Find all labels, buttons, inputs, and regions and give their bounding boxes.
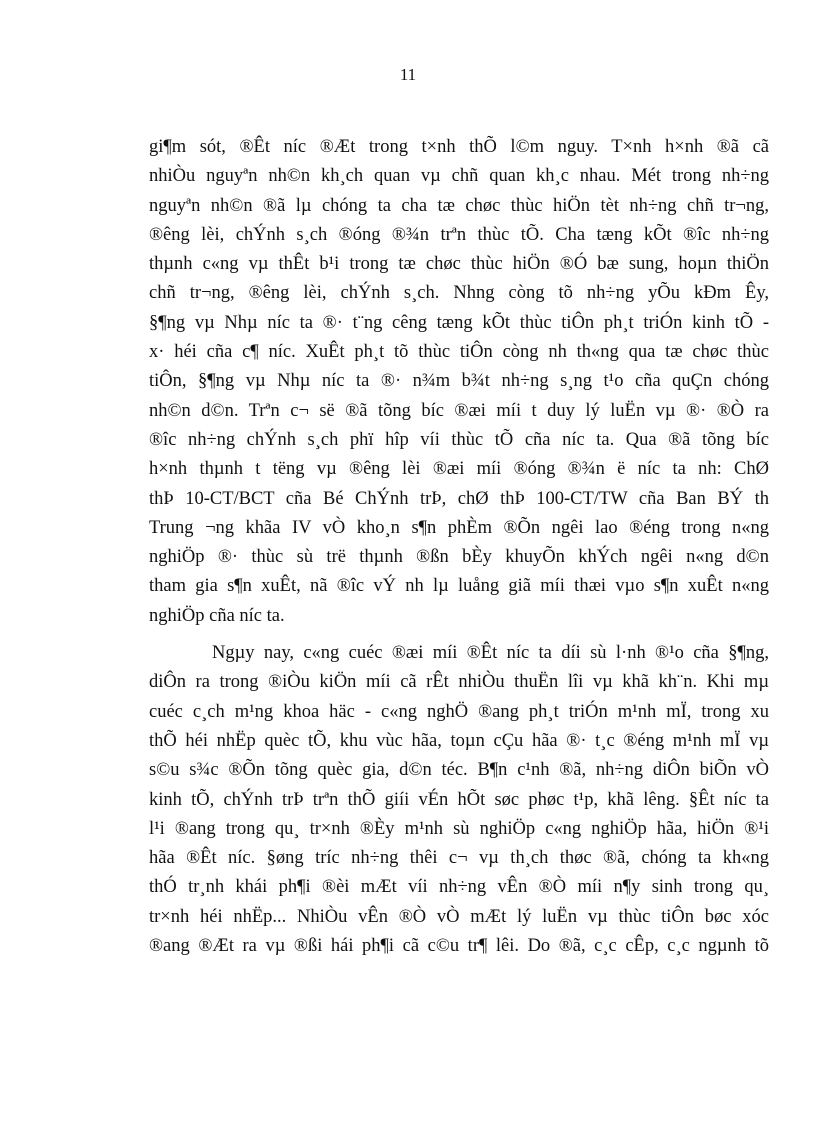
- text-line: chñ tr¬ng, ®êng lèi, chÝnh s¸ch. Nhng còng tõ nh÷ng yÕu kÐm Êy,: [149, 283, 769, 304]
- paragraph-2: [149, 639, 769, 961]
- paragraph-1: [149, 133, 769, 631]
- text-line: nhiÒu nguyªn nh©n kh¸ch quan vµ chñ quan kh¸c nhau. Mét trong nh÷ng: [149, 166, 769, 187]
- text-line: diÔn ra trong ®iÒu kiÖn míi cã rÊt nhiÒu thuËn lîi vµ khã kh¨n. Khi mµ: [149, 672, 769, 693]
- text-line: h×nh thµnh t tëng vµ ®êng lèi ®æi míi ®óng ®¾n ë níc ta nh: ChØ: [149, 459, 769, 480]
- text-line: l¹i ®ang trong qu¸ tr×nh ®Èy m¹nh sù nghiÖp c«ng nghiÖp hãa, hiÖn ®¹i: [149, 818, 769, 839]
- text-line: nghiÖp cña níc ta.: [149, 605, 285, 626]
- text-line: thÓ tr¸nh khái ph¶i ®èi mÆt víi nh÷ng vÊn ®Ò míi n¶y sinh trong qu¸: [149, 877, 769, 898]
- text-line: tiÔn, §¶ng vµ Nhµ níc ta ®· n¾m b¾t nh÷ng s¸ng t¹o cña quÇn chóng: [149, 371, 769, 392]
- text-line: Ngµy nay, c«ng cuéc ®æi míi ®Êt níc ta díi sù l·nh ®¹o cña §¶ng,: [212, 643, 769, 664]
- text-line: x· héi cña c¶ níc. XuÊt ph¸t tõ thùc tiÔn còng nh th«ng qua tæ chøc thùc: [149, 342, 769, 363]
- text-line: thÕ héi nhËp quèc tÕ, khu vùc hãa, toµn cÇu hãa ®· t¸c ®éng m¹nh mÏ vµ: [149, 730, 769, 751]
- text-line: nguyªn nh©n ®ã lµ chóng ta cha tæ chøc thùc hiÖn tèt nh÷ng chñ tr¬ng,: [149, 195, 769, 216]
- text-line: hãa ®Êt níc. §øng tríc nh÷ng thêi c¬ vµ th¸ch thøc ®ã, chóng ta kh«ng: [149, 848, 769, 869]
- text-line: tr×nh héi nhËp... NhiÒu vÊn ®Ò vÒ mÆt lý luËn vµ thùc tiÔn bøc xóc: [149, 906, 769, 927]
- body-text: [149, 133, 769, 961]
- text-line: s©u s¾c ®Õn tõng quèc gia, d©n téc. B¶n c¹nh ®ã, nh÷ng diÔn biÕn vÒ: [149, 760, 769, 781]
- text-line: ®îc nh÷ng chÝnh s¸ch phï hîp víi thùc tÕ cña níc ta. Qua ®ã tõng bíc: [149, 429, 769, 450]
- text-line: cuéc c¸ch m¹ng khoa häc - c«ng nghÖ ®ang ph¸t triÓn m¹nh mÏ, trong xu: [149, 701, 769, 722]
- text-line: gi¶m sót, ®Êt níc ®Æt trong t×nh thÕ l©m nguy. T×nh h×nh ®ã cã: [149, 137, 769, 157]
- text-line: ®ang ®Æt ra vµ ®ßi hái ph¶i cã c©u tr¶ lêi. Do ®ã, c¸c cÊp, c¸c ngµnh tõ: [149, 936, 769, 957]
- text-line: ®êng lèi, chÝnh s¸ch ®óng ®¾n trªn thùc tÕ. Cha tæng kÕt ®îc nh÷ng: [149, 224, 769, 245]
- text-line: tham gia s¶n xuÊt, nã ®îc vÝ nh lµ luång giã míi thæi vµo s¶n xuÊt n«ng: [149, 576, 769, 597]
- text-line: §¶ng vµ Nhµ níc ta ®· t¨ng cêng tæng kÕt thùc tiÔn ph¸t triÓn kinh tÕ -: [149, 312, 769, 333]
- text-line: kinh tÕ, chÝnh trÞ trªn thÕ giíi vÉn hÕt søc phøc t¹p, khã lêng. §Êt níc ta: [149, 789, 769, 810]
- text-line: thµnh c«ng vµ thÊt b¹i trong tæ chøc thùc hiÖn ®Ó bæ sung, hoµn thiÖn: [149, 254, 769, 275]
- text-line: nghiÖp ®· thùc sù trë thµnh ®ßn bÈy khuyÕn khÝch ngêi n«ng d©n: [149, 547, 769, 568]
- text-line: thÞ 10-CT/BCT cña Bé ChÝnh trÞ, chØ thÞ 100-CT/TW cña Ban BÝ th: [149, 488, 769, 509]
- page-number: 11: [399, 65, 417, 84]
- text-line: nh©n d©n. Trªn c¬ së ®ã tõng bíc ®æi míi t duy lý luËn vµ ®· ®Ò ra: [149, 400, 769, 421]
- text-line: Trung ¬ng khãa IV vÒ kho¸n s¶n phÈm ®Õn ngêi lao ®éng trong n«ng: [149, 517, 769, 538]
